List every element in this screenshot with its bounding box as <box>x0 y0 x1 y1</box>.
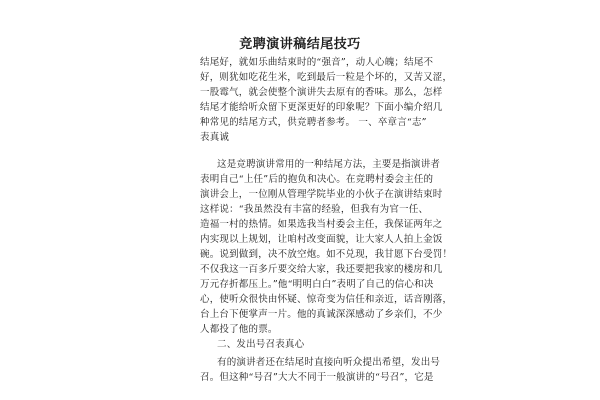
paragraph-line: 人都投了他的票。 <box>200 324 278 335</box>
paragraph-line: 这样说：“我虽然没有丰富的经验，但我有为官一任、 <box>200 204 429 215</box>
paragraph-line: 台上台下便掌声一片。他的真诚深深感动了乡亲们，不少 <box>200 309 443 320</box>
paragraph-line: 召。但这种“号召”大大不同于一般演讲的“号召”，它是 <box>200 372 434 383</box>
paragraph-line: 好，则犹如吃花生米，吃到最后一粒是个坏的，又苦又涩， <box>200 72 453 83</box>
paragraph-line: 心，使听众很快由怀疑、惊奇变为信任和亲近，话音刚落， <box>200 294 453 305</box>
paragraph-line: 造福一村的热情。如果选我当村委会主任，我保证两年之 <box>200 219 443 230</box>
paragraph-line: 一股霉气，就会使整个演讲失去原有的香味。那么，怎样 <box>200 87 443 98</box>
paragraph-line: 结尾才能给听众留下更深更好的印象呢？下面小编介绍几 <box>200 102 443 113</box>
paragraph-line: 碗。说到做到，决不放空炮。如不兑现，我甘愿下台受罚！ <box>200 249 453 260</box>
paragraph-line: 不仅我这一百多斤要交给大家，我还要把我家的楼房和几 <box>200 264 443 275</box>
paragraph-line: 演讲会上，一位刚从管理学院毕业的小伙子在演讲结束时 <box>200 189 443 200</box>
paragraph-line: 万元存折都压上。”他“明明白白”表明了自己的信心和决 <box>200 279 434 290</box>
section-heading: 二、发出号召表真心 <box>217 339 305 350</box>
paragraph-line: 表真诚 <box>200 132 230 143</box>
paragraph-line: 内实现以上规划，让咱村改变面貌，让大家人人拍上金饭 <box>200 234 443 245</box>
paragraph-line: 结尾好，就如乐曲结束时的“强音”，动人心魄；结尾不 <box>200 57 434 68</box>
paragraph-line: 这是竞聘演讲常用的一种结尾方法，主要是指演讲者 <box>217 159 441 170</box>
paragraph-line: 种常见的结尾方式，供竞聘者参考。 一、卒章言“志” <box>200 117 427 128</box>
document-title: 竞聘演讲稿结尾技巧 <box>239 37 361 52</box>
paragraph-line: 表明自己“上任”后的抱负和决心。在竞聘村委会主任的 <box>200 174 434 185</box>
paragraph-line: 有的演讲者还在结尾时直接向听众提出希望，发出号 <box>217 357 441 368</box>
